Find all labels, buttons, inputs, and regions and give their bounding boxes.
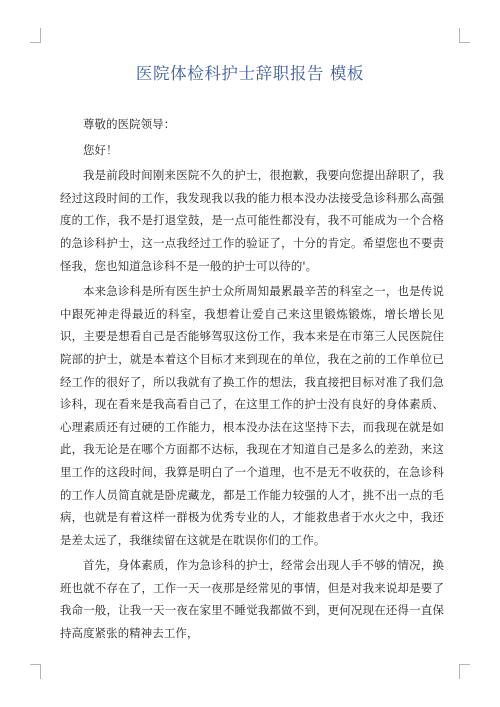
document-title: 医院体检科护士辞职报告 模板 bbox=[135, 64, 365, 83]
salutation: 尊敬的医院领导： bbox=[83, 117, 176, 131]
paragraph-2: 本来急诊科是所有医生护士众所周知最累最辛苦的科室之一，也是传说中跟死神走得最近的科室，我想着让爱自己来这里锻炼锻炼，增长增长见识，主要是想看自己是否能够驾驭这份工作，我本来是在市第三人民医院住院部的护士，就是本着这个目标才来到现在的单位，我在之前的工作单位已经工作的很好了，所以我就有了换工作的想法，我直接把目标对准了我们急诊科，现在看来是我高看自己了，在这里工作的护士没有良好的身体素质、心理素质还有过硬的工作能力，根本没办法在这坚持下去，而我现在就是如此，我无论是在哪个方面都不达标，我现在才知道自己是多么的差劲，来这里工作的这段时间，我算是明白了一个道理，也不是无不收获的，在急诊科的工作人员简直就是卧虎藏龙，都是工作能力较强的人才，挑不出一点的毛病，也就是有着这样一群极为优秀专业的人，才能救患者于水火之中，我还是差太远了，我继续留在这就是在耽误你们的工作。 bbox=[60, 284, 444, 547]
crop-mark-top-left bbox=[30, 28, 41, 43]
paragraph-1: 我是前段时间刚来医院不久的护士，很抱歉，我要向您提出辞职了，我经过这段时间的工作，我发现我以我的能力根本没办法接受急诊科那么高强度的工作，我不是打退堂鼓，是一点可能性都没有，我不可能成为一个合格的急诊科护士，这一点我经过工作的验证了，十分的肯定。希望您也不要责怪我，您也知道急诊科不是一般的护士可以待的'。 bbox=[60, 168, 444, 273]
document-body bbox=[60, 113, 444, 648]
crop-mark-bottom-right bbox=[459, 664, 470, 679]
crop-mark-bottom-left bbox=[30, 664, 41, 679]
greeting: 您好！ bbox=[83, 142, 118, 157]
paragraph-3: 首先，身体素质，作为急诊科的护士，经常会出现人手不够的情况，换班也就不存在了，工作一天一夜那是经常见的事情，但是对我来说却是要了我命一般，让我一天一夜在家里不睡觉我都做不到，更何况现在还得一直保持高度紧张的精神去工作， bbox=[60, 558, 444, 641]
crop-mark-top-right bbox=[459, 28, 470, 43]
